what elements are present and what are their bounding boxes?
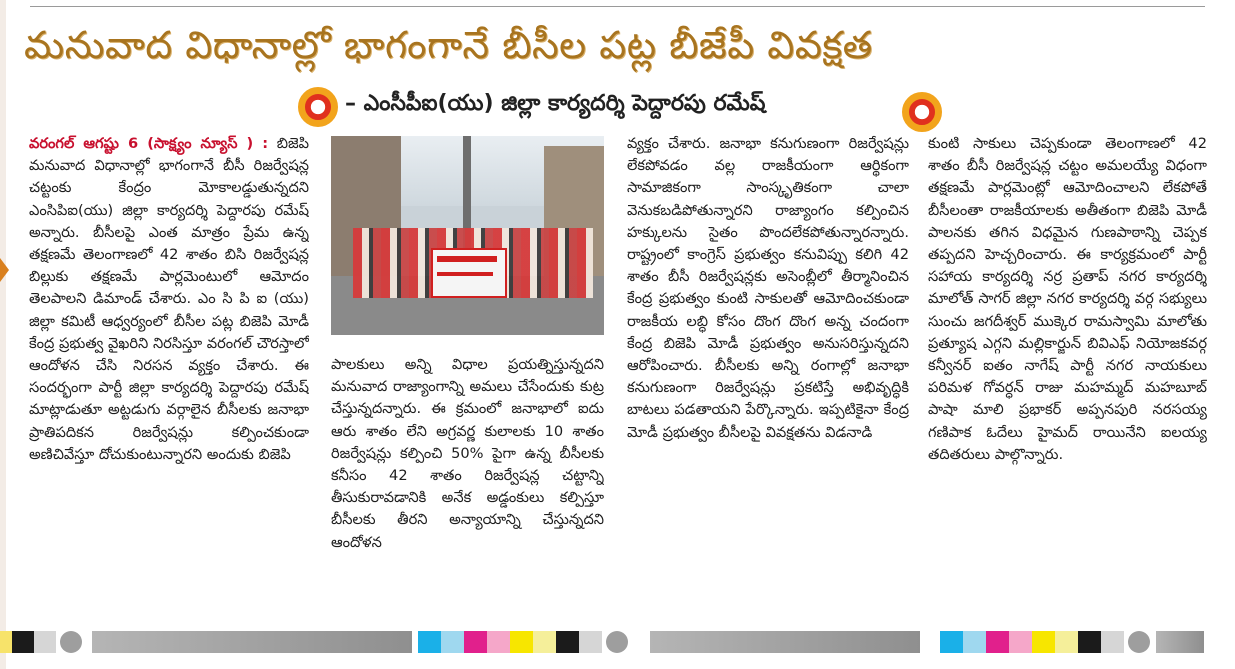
print-color-bar-left	[0, 631, 412, 653]
headline: మనువాద విధానాల్లో భాగంగానే బీసీల పట్ల బీజేపీ వివక్షత	[24, 23, 873, 67]
print-color-bar-center	[418, 631, 628, 653]
left-arrow-mark	[0, 258, 9, 282]
protest-banner	[431, 248, 507, 298]
column-3-text: వ్యక్తం చేశారు. జనాభా కనుగుణంగా రిజర్వేషన్లు లేకపోవడం వల్ల రాజకీయంగా ఆర్థికంగా సామాజికంగా సాంస్కృతికంగా చాలా వెనుకబడిపోతున్నారని రాజ్యాంగం కల్పించిన హక్కులను సైతం పొందలేకపోతున్నారన్నారు. రాష్ట్రంలో కాంగ్రెస్ ప్రభుత్వం కనువిప్పు కలిగి 42 శాతం బీసీ రిజర్వేషన్లకు అసెంబ్లీలో తీర్మానించిన కేంద్ర ప్రభుత్వం కుంటి సాకులతో ఆమోదించకుండా రాజకీయ లబ్ధి కోసం దొంగ దొంగ అన్న చందంగా కేంద్ర బిజెపి మోడీ ప్రభుత్వం అనుసరిస్తున్నదని ఆరోపించారు. బీసీలకు అన్ని రంగాల్లో జనాభా కనుగుణంగా రిజర్వేషన్లు ప్రకటిస్తే అభివృద్ధికి బాటలు పడతాయని పేర్కొన్నారు. ఇప్పటికైనా కేంద్ర మోడీ ప్రభుత్వం బీసీలపై వివక్షతను విడనాడి	[627, 135, 909, 441]
dateline: వరంగల్ ఆగష్టు 6 (సాక్ష్యం న్యూస్ ) :	[29, 135, 269, 152]
article-column-3	[627, 133, 909, 609]
article-column-2	[331, 354, 604, 609]
article-column-1	[29, 133, 309, 609]
top-rule	[30, 6, 1205, 7]
subheadline: – ఎంసీపీఐ(యు) జిల్లా కార్యదర్శి పెద్దారపు రమేష్	[345, 91, 766, 116]
protest-photo	[331, 136, 604, 335]
page-edge	[0, 0, 6, 669]
print-grey-strip	[650, 631, 920, 653]
column-4-text: కుంటి సాకులు చెప్పకుండా తెలంగాణలో 42 శాతం బీసీ రిజర్వేషన్ల చట్టం అమలయ్యే విధంగా తక్షణమే పార్లమెంట్లో ఆమోదించాలని లేకపోతే బీసీలంతా రాజకీయాలకు అతీతంగా బిజెపి మోడీ పాలనకు తగిన విధమైన గుణపాఠాన్ని చెప్పక తప్పదని హెచ్చరించారు. ఈ కార్యక్రమంలో పార్టీ సహాయ కార్యదర్శి నర్ర ప్రతాప్ నగర కార్యదర్శి మాలోత్ సాగర్ జిల్లా నగర కార్యదర్శి వర్గ సభ్యులు సుంచు జగదీశ్వర్ ముక్కెర రామస్వామి మాలోతు ప్రత్యూష ఎగ్గని మల్లికార్జున్ బివిఎఫ్ నియోజకవర్గ కన్వీనర్ ఐతం నాగేష్ పార్టీ నగర నాయకులు పరిమళ గోవర్ధన్ రాజు మహమ్మద్ మహబూబ్ పాషా మాలి ప్రభాకర్ అప్పనపురి నరసయ్య గణిపాక ఓదేలు హైమద్ రాయినేని ఐలయ్య తదితరులు పాల్గొన్నారు.	[928, 135, 1207, 463]
column-1-text: బిజెపి మనువాద విధానాల్లో భాగంగానే బీసీ రిజర్వేషన్ల చట్టంకు కేంద్రం మోకాలడ్డుతున్నదని ఎంసిపిఐ(యు) జిల్లా కార్యదర్శి పెద్దారపు రమేష్ అన్నారు. బీసీలపై ఎంత మాత్రం ప్రేమ ఉన్న తక్షణమే తెలంగాణలో 42 శాతం బిసి రిజర్వేషన్ల బిల్లుకు తక్షణమే పార్లమెంటులో ఆమోదం తెలపాలని డిమాండ్ చేశారు. ఎం సి పి ఐ (యు) జిల్లా కమిటీ ఆధ్వర్యంలో బీసీల పట్ల బిజెపి మోడీ కేంద్ర ప్రభుత్వ వైఖరిని నిరసిస్తూ వరంగల్ చౌరస్తాలో ఆందోళన చేసి నిరసన వ్యక్తం చేశారు. ఈ సందర్భంగా పార్టీ జిల్లా కార్యదర్శి పెద్దారపు రమేష్ మాట్లాడుతూ అట్టడుగు వర్గాలైన బీసీలకు జనాభా ప్రాతిపదికన రిజర్వేషన్లు కల్పించకుండా అణిచివేస్తూ దోచుకుంటున్నారని అందుకు బిజెపి	[29, 135, 309, 463]
ring-bullet-icon	[298, 87, 338, 127]
print-color-bar-right	[940, 631, 1204, 653]
article-column-4	[928, 133, 1207, 609]
column-2-text: పాలకులు అన్ని విధాల ప్రయత్నిస్తున్నదని మనువాద రాజ్యాంగాన్ని అమలు చేసేందుకు కుట్ర చేస్తున్నదన్నారు. ఈ క్రమంలో జనాభాలో ఐదు ఆరు శాతం లేని అగ్రవర్ణ కులాలకు 10 శాతం రిజర్వేషన్లు కల్పించి 50% పైగా ఉన్న బీసీలకు కనీసం 42 శాతం రిజర్వేషన్ల చట్టాన్ని తీసుకురావడానికి అనేక అడ్డంకులు కల్పిస్తూ బీసీలకు తీరని అన్యాయాన్ని చేస్తున్నదని ఆందోళన	[331, 356, 604, 551]
ring-bullet-icon	[902, 92, 942, 132]
